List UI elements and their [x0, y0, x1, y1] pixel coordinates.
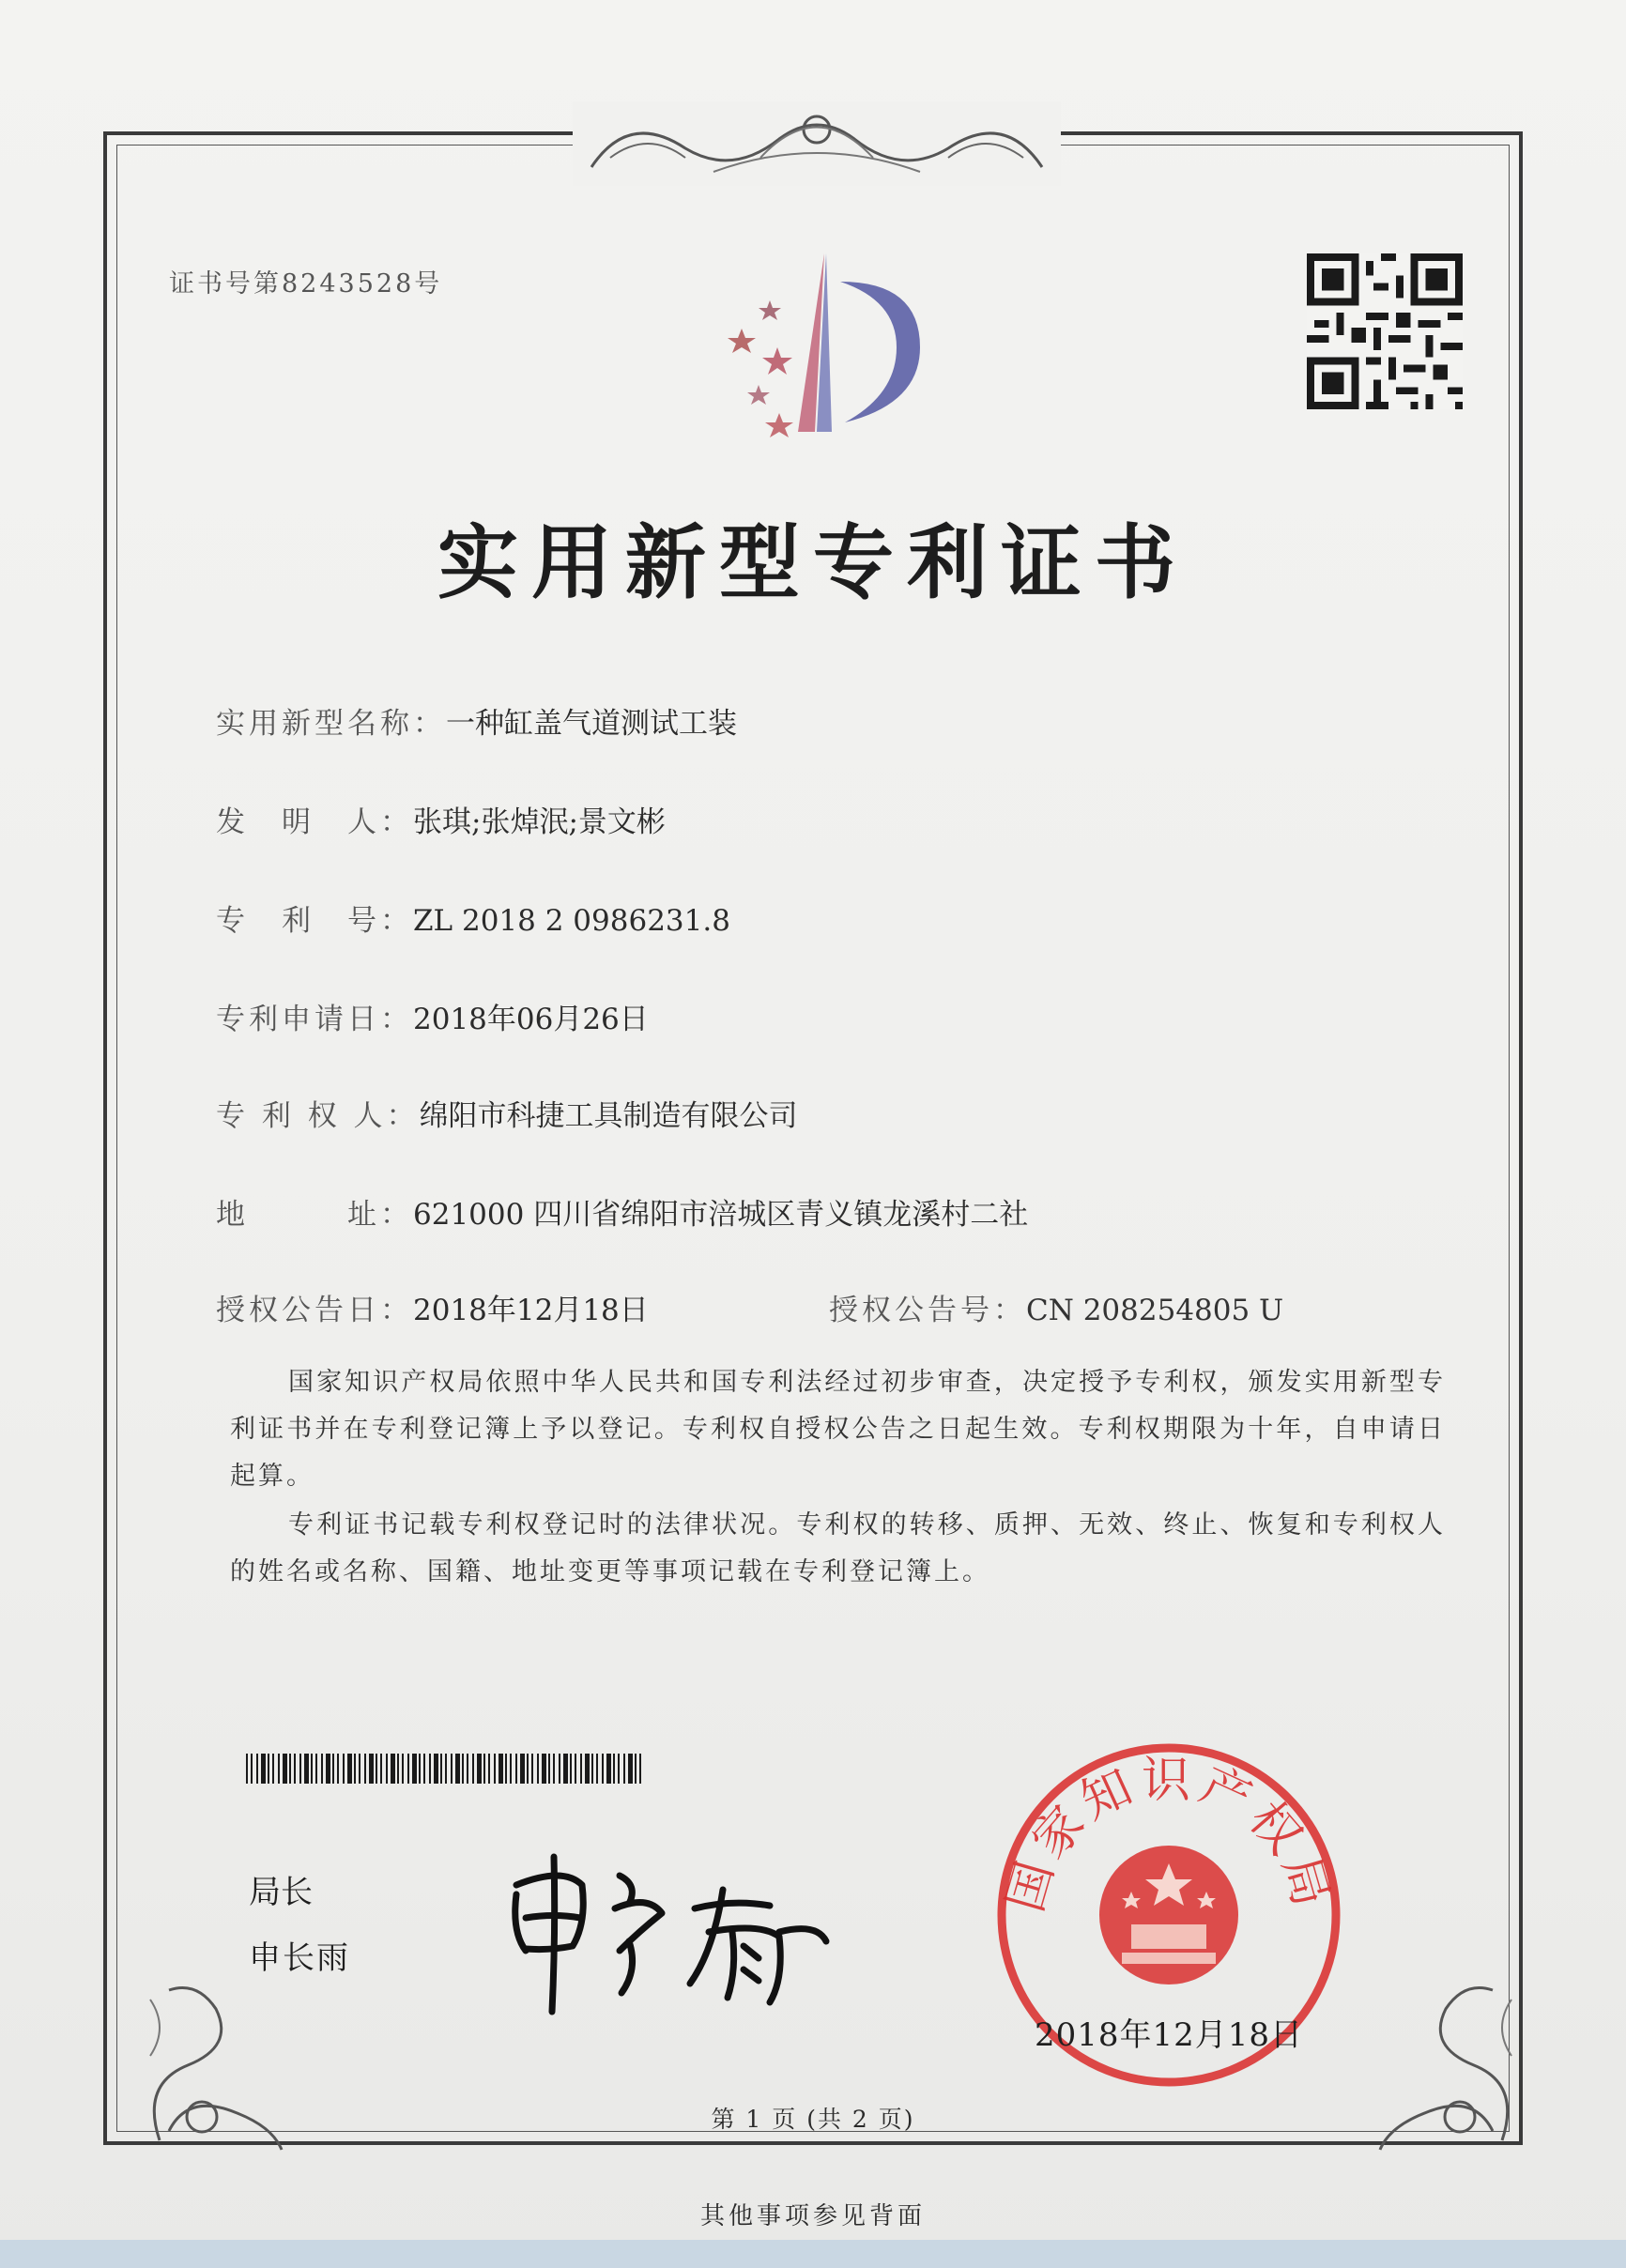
- barcode-bar: [354, 1754, 356, 1784]
- barcode-bar: [537, 1754, 539, 1784]
- barcode-bar: [278, 1754, 280, 1784]
- barcode-bar: [515, 1754, 517, 1784]
- field-value: 张琪;张焯泯;景文彬: [413, 805, 666, 839]
- barcode-bar: [575, 1754, 576, 1784]
- barcode-bar: [494, 1754, 496, 1784]
- barcode-bar: [272, 1754, 274, 1784]
- barcode-bar: [283, 1754, 287, 1784]
- barcode-bar: [315, 1754, 317, 1784]
- barcode-bar: [462, 1754, 464, 1784]
- barcode-bar: [510, 1754, 512, 1784]
- field-label: 授权公告日：: [216, 1294, 413, 1327]
- handwritten-signature: [498, 1829, 845, 2026]
- barcode-bar: [520, 1754, 525, 1784]
- barcode-bar: [369, 1754, 374, 1784]
- field-value: 2018年12月18日: [413, 1294, 649, 1327]
- field-label: 专 利 权 人：: [216, 1099, 420, 1133]
- legal-paragraph-1: 国家知识产权局依照中华人民共和国专利法经过初步审查，决定授予专利权，颁发实用新型专利证书并在专利登记簿上予以登记。专利权自授权公告之日起生效。专利权期限为十年，自申请日起算。: [230, 1368, 1446, 1491]
- barcode-bar: [359, 1754, 360, 1784]
- barcode-bar: [268, 1754, 269, 1784]
- barcode-bar: [451, 1754, 453, 1784]
- grant-date-field: [216, 1286, 649, 1328]
- barcode-bar: [570, 1754, 572, 1784]
- application-date-field: [216, 995, 649, 1037]
- barcode-bar: [440, 1754, 442, 1784]
- barcode-bar: [364, 1754, 366, 1784]
- field-value: ZL 2018 2 0986231.8: [413, 904, 730, 938]
- address-field: [216, 1190, 1028, 1233]
- barcode-bar: [397, 1754, 399, 1784]
- cnipa-emblem-icon: [685, 244, 948, 441]
- utility-model-name-field: [216, 699, 737, 742]
- barcode-bar: [467, 1754, 468, 1784]
- barcode-bar: [542, 1754, 546, 1784]
- barcode-bar: [472, 1754, 474, 1784]
- certificate-title: 实用新型专利证书: [437, 515, 1189, 610]
- barcode-bar: [483, 1754, 485, 1784]
- barcode-bar: [261, 1754, 266, 1784]
- barcode-bar: [553, 1754, 555, 1784]
- barcode-bar: [445, 1754, 447, 1784]
- barcode-bar: [423, 1754, 425, 1784]
- field-label: 发 明 人：: [216, 805, 413, 839]
- patentee-field: [216, 1092, 798, 1134]
- barcode-bar: [299, 1754, 301, 1784]
- barcode-bar: [256, 1754, 258, 1784]
- barcode-bar: [563, 1754, 568, 1784]
- barcode-bar: [505, 1754, 507, 1784]
- barcode-bar: [613, 1754, 615, 1784]
- barcode-bar: [623, 1754, 625, 1784]
- barcode-bar: [294, 1754, 296, 1784]
- barcode: [246, 1754, 644, 1784]
- director-title: 局长: [249, 1874, 313, 1911]
- seal-text: 国家知识产权局: [997, 1753, 1341, 1919]
- director-name: 申长雨: [249, 1939, 350, 1977]
- barcode-bar: [531, 1754, 533, 1784]
- barcode-bar: [347, 1754, 352, 1784]
- barcode-bar: [321, 1754, 323, 1784]
- field-value: 621000 四川省绵阳市涪城区青义镇龙溪村二社: [413, 1198, 1029, 1232]
- barcode-bar: [434, 1754, 438, 1784]
- field-value: 一种缸盖气道测试工装: [446, 707, 737, 741]
- barcode-bar: [429, 1754, 431, 1784]
- patent-number-field: [216, 896, 730, 939]
- barcode-bar: [596, 1754, 598, 1784]
- barcode-bar: [380, 1754, 382, 1784]
- grant-number-field: [829, 1286, 1283, 1328]
- barcode-bar: [311, 1754, 313, 1784]
- top-ornament: [573, 101, 1061, 186]
- back-note: 其他事项参见背面: [699, 2202, 926, 2230]
- barcode-bar: [407, 1754, 409, 1784]
- barcode-bar: [639, 1754, 641, 1784]
- page-number: 第 1 页 (共 2 页): [711, 2106, 915, 2133]
- barcode-bar: [602, 1754, 604, 1784]
- barcode-bar: [386, 1754, 388, 1784]
- barcode-bar: [246, 1754, 248, 1784]
- barcode-bar: [289, 1754, 291, 1784]
- field-value: 2018年06月26日: [413, 1003, 649, 1036]
- barcode-bar: [412, 1754, 417, 1784]
- field-label: 授权公告号：: [829, 1294, 1026, 1327]
- field-value: CN 208254805 U: [1026, 1294, 1284, 1327]
- barcode-bar: [337, 1754, 339, 1784]
- barcode-bar: [455, 1754, 460, 1784]
- field-value: 绵阳市科捷工具制造有限公司: [419, 1099, 798, 1133]
- certificate-number: 证书号第8243528号: [169, 269, 443, 299]
- barcode-bar: [580, 1754, 582, 1784]
- barcode-bar: [527, 1754, 529, 1784]
- barcode-bar: [402, 1754, 404, 1784]
- barcode-bar: [326, 1754, 330, 1784]
- barcode-bar: [635, 1754, 637, 1784]
- qr-code-icon: [1307, 253, 1463, 409]
- scan-edge-strip: [0, 2240, 1626, 2268]
- barcode-bar: [585, 1754, 590, 1784]
- barcode-bar: [548, 1754, 550, 1784]
- legal-paragraph-2: 专利证书记载专利权登记时的法律状况。专利权的转移、质押、无效、终止、恢复和专利权人的姓名或名称、国籍、地址变更等事项记载在专利登记簿上。: [230, 1510, 1446, 1586]
- barcode-bar: [477, 1754, 482, 1784]
- barcode-bar: [628, 1754, 633, 1784]
- barcode-bar: [304, 1754, 309, 1784]
- barcode-bar: [559, 1754, 560, 1784]
- field-label: 专利申请日：: [216, 1003, 413, 1036]
- field-label: 地 址：: [216, 1198, 413, 1232]
- barcode-bar: [332, 1754, 334, 1784]
- barcode-bar: [419, 1754, 421, 1784]
- field-label: 专 利 号：: [216, 904, 413, 938]
- barcode-bar: [606, 1754, 611, 1784]
- barcode-bar: [251, 1754, 253, 1784]
- barcode-bar: [591, 1754, 593, 1784]
- barcode-bar: [499, 1754, 503, 1784]
- barcode-bar: [618, 1754, 620, 1784]
- barcode-bar: [488, 1754, 490, 1784]
- barcode-bar: [391, 1754, 395, 1784]
- barcode-bar: [376, 1754, 377, 1784]
- barcode-bar: [343, 1754, 345, 1784]
- field-label: 实用新型名称：: [216, 707, 446, 741]
- seal-date: 2018年12月18日: [1034, 2016, 1304, 2054]
- inventors-field: [216, 798, 666, 840]
